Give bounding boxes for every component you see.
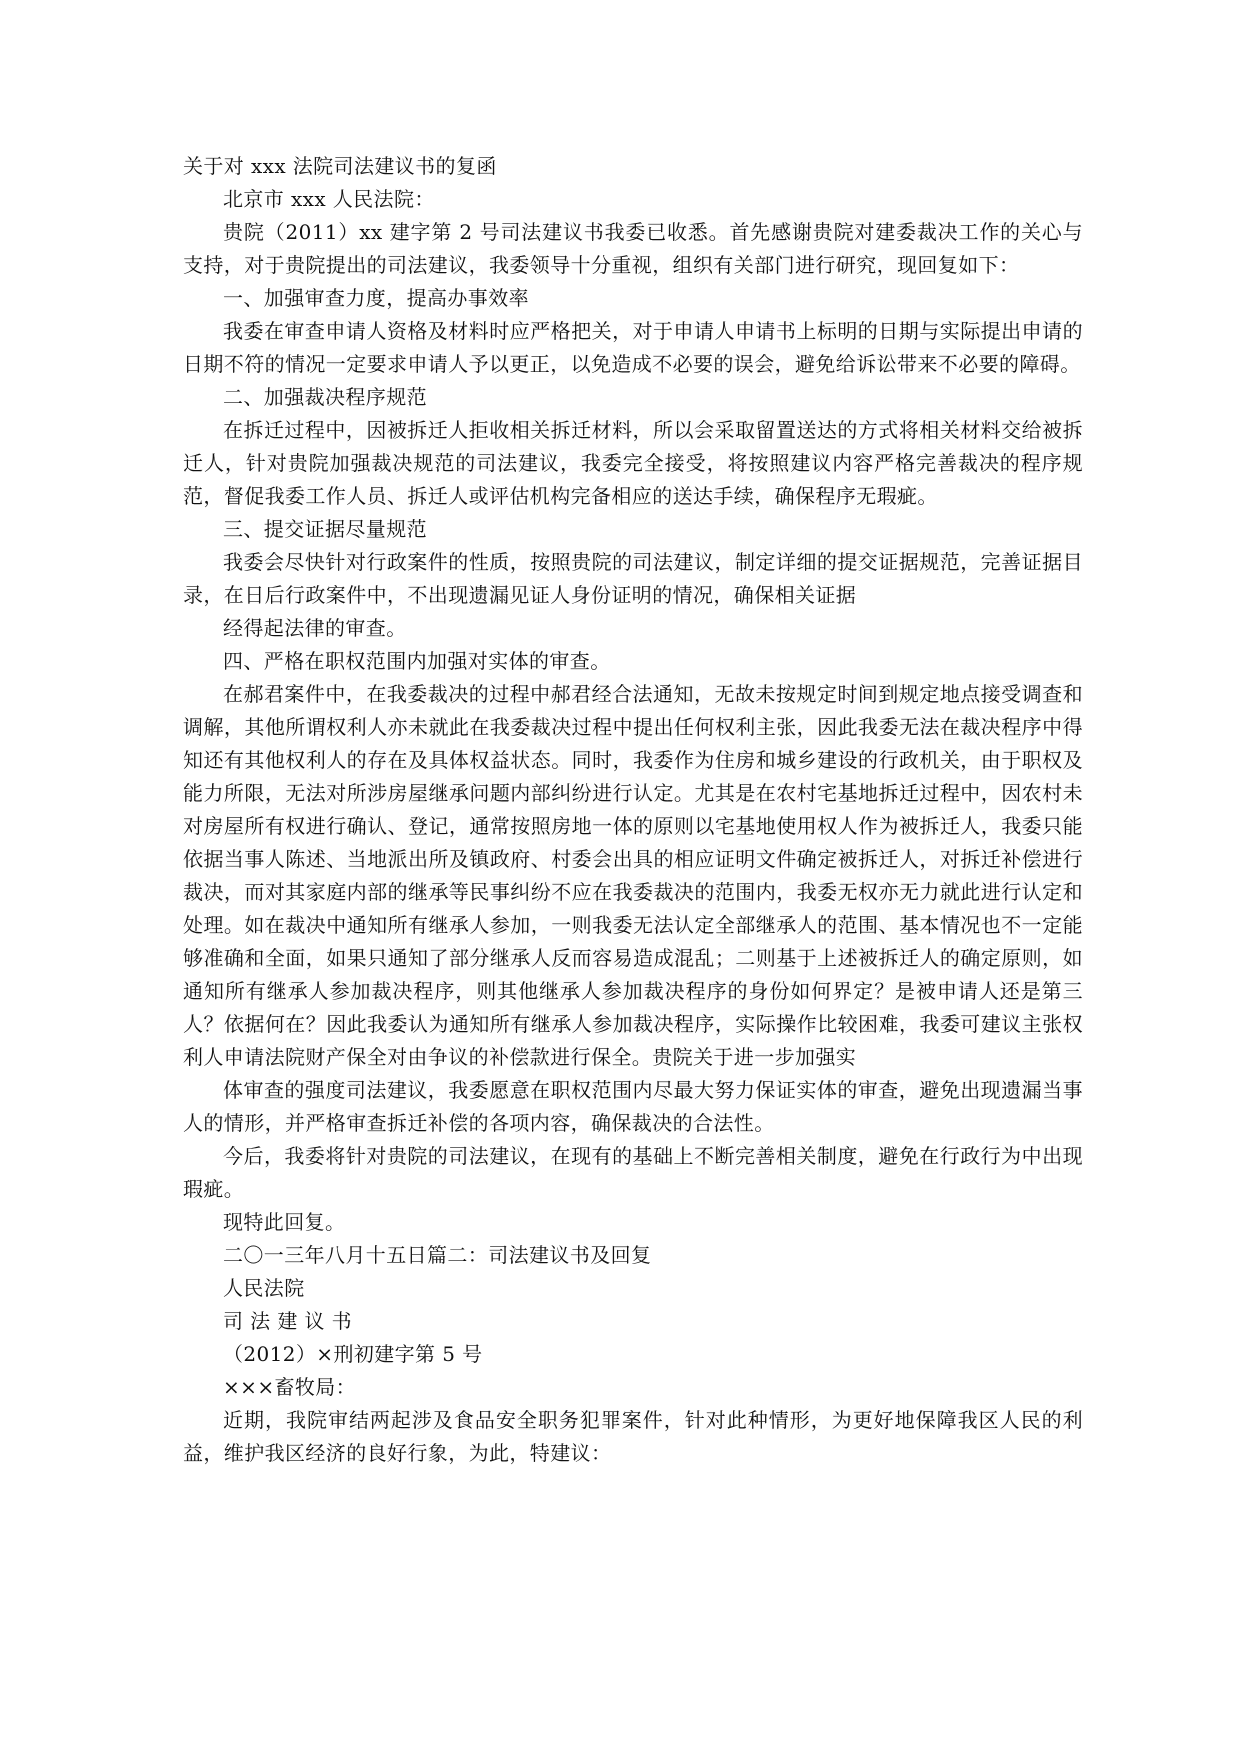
paragraph: 我委在审查申请人资格及材料时应严格把关，对于申请人申请书上标明的日期与实际提出申请的日期不符的情况一定要求申请人予以更正，以免造成不必要的误会，避免给诉讼带来不必要的障碍。 (183, 319, 1083, 376)
paragraph: 贵院（2011）xx 建字第 2 号司法建议书我委已收悉。首先感谢贵院对建委裁决工作的关心与支持，对于贵院提出的司法建议，我委领导十分重视，组织有关部门进行研究，现回复如下： (183, 220, 1083, 277)
paragraph: 今后，我委将针对贵院的司法建议，在现有的基础上不断完善相关制度，避免在行政行为中出现瑕疵。 (183, 1144, 1083, 1201)
paragraph: 经得起法律的审查。 (223, 616, 407, 640)
section-heading: 一、加强审查力度，提高办事效率 (223, 286, 529, 310)
document-subtitle: 司 法 建 议 书 (223, 1309, 353, 1333)
paragraph: 近期，我院审结两起涉及食品安全职务犯罪案件，针对此种情形，为更好地保障我区人民的利益，维护我区经济的良好行象，为此，特建议： (183, 1408, 1083, 1465)
document-title: 关于对 xxx 法院司法建议书的复函 (183, 154, 497, 178)
section-heading: 四、严格在职权范围内加强对实体的审查。 (223, 649, 611, 673)
paragraph: 我委会尽快针对行政案件的性质，按照贵院的司法建议，制定详细的提交证据规范，完善证据目录，在日后行政案件中，不出现遗漏见证人身份证明的情况，确保相关证据 (183, 550, 1083, 607)
addressee: 北京市 xxx 人民法院： (223, 187, 435, 211)
paragraph: 在郝君案件中，在我委裁决的过程中郝君经合法通知，无故未按规定时间到规定地点接受调查和调解，其他所谓权利人亦未就此在我委裁决过程中提出任何权利主张，因此我委无法在裁决程序中得知还有其他权利人的存在及具体权益状态。同时，我委作为住房和城乡建设的行政机关，由于职权及能力所限，无法对所涉房屋继承问题内部纠纷进行认定。尤其是在农村宅基地拆迁过程中，因农村未对房屋所有权进行确认、登记，通常按照房地一体的原则以宅基地使用权人作为被拆迁人，我委只能依据当事人陈述、当地派出所及镇政府、村委会出具的相应证明文件确定被拆迁人，对拆迁补偿进行裁决，而对其家庭内部的继承等民事纠纷不应在我委裁决的范围内，我委无权亦无力就此进行认定和处理。如在裁决中通知所有继承人参加，一则我委无法认定全部继承人的范围、基本情况也不一定能够准确和全面，如果只通知了部分继承人反而容易造成混乱；二则基于上述被拆迁人的确定原则，如通知所有继承人参加裁决程序，则其他继承人参加裁决程序的身份如何界定？是被申请人还是第三人？依据何在？因此我委认为通知所有继承人参加裁决程序，实际操作比较困难，我委可建议主张权利人申请法院财产保全对由争议的补偿款进行保全。贵院关于进一步加强实 (183, 682, 1083, 1069)
section-heading: 三、提交证据尽量规范 (223, 517, 427, 541)
addressee: ×××畜牧局： (223, 1375, 357, 1399)
court-name: 人民法院 (223, 1276, 305, 1300)
section-heading: 二、加强裁决程序规范 (223, 385, 427, 409)
paragraph: 在拆迁过程中，因被拆迁人拒收相关拆迁材料，所以会采取留置送达的方式将相关材料交给被拆迁人，针对贵院加强裁决规范的司法建议，我委完全接受，将按照建议内容严格完善裁决的程序规范，督促我委工作人员、拆迁人或评估机构完备相应的送达手续，确保程序无瑕疵。 (183, 418, 1083, 508)
document-number: （2012）×刑初建字第 5 号 (223, 1342, 483, 1366)
date-line: 二〇一三年八月十五日篇二：司法建议书及回复 (223, 1243, 652, 1267)
document-body (183, 150, 1083, 1470)
paragraph: 体审查的强度司法建议，我委愿意在职权范围内尽最大努力保证实体的审查，避免出现遗漏当事人的情形，并严格审查拆迁补偿的各项内容，确保裁决的合法性。 (183, 1078, 1083, 1135)
closing-line: 现特此回复。 (223, 1210, 346, 1234)
